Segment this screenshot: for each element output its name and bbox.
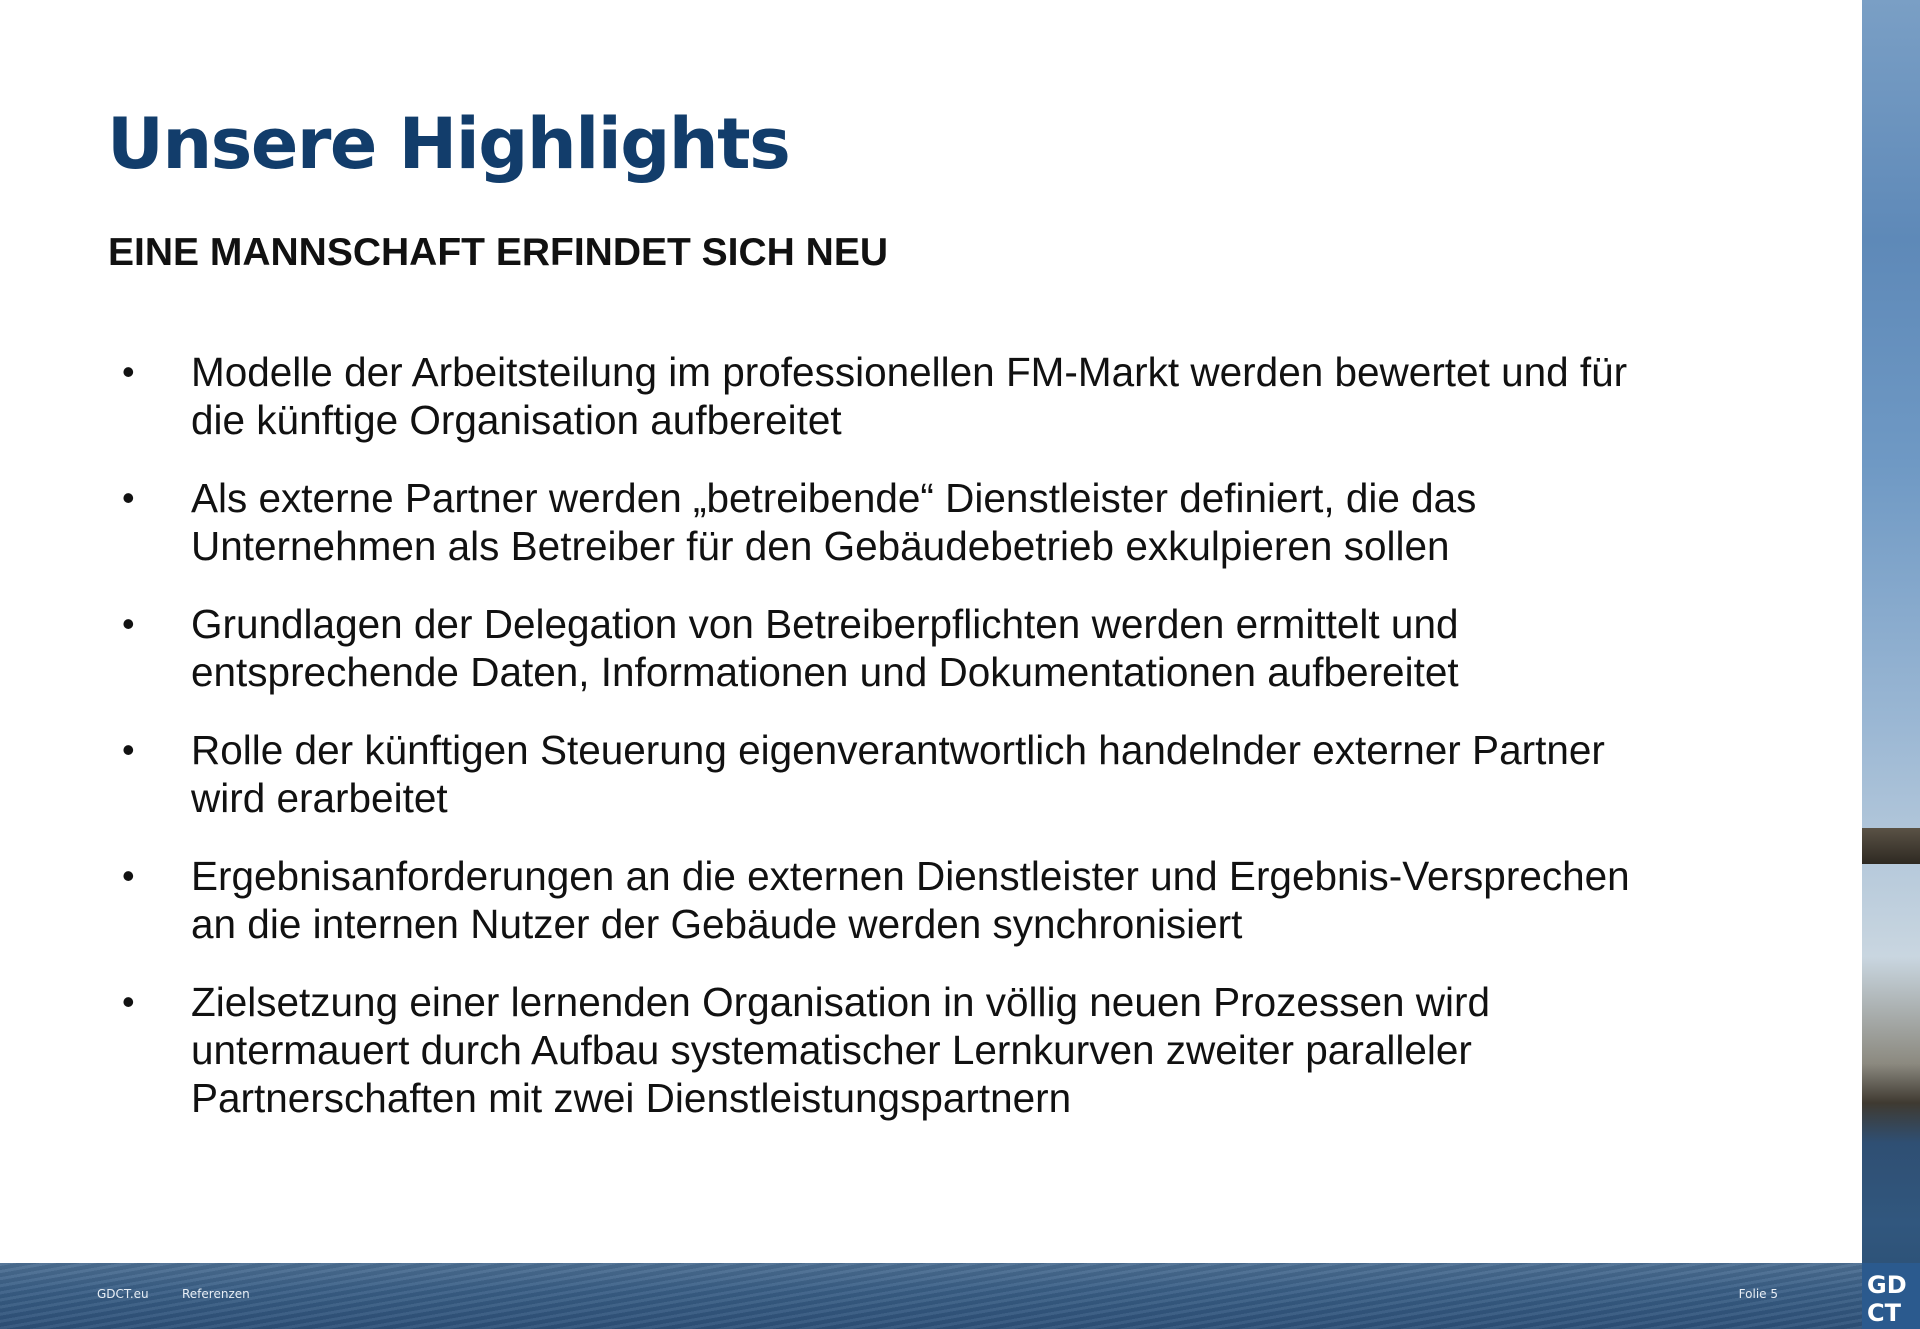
- bullet-line: Partnerschaften mit zwei Dienstleistungspartnern: [191, 1075, 1072, 1121]
- bullet-marker: •: [122, 351, 135, 392]
- gdct-logo: [1862, 1263, 1920, 1329]
- bullet-line: Zielsetzung einer lernenden Organisation in völlig neuen Prozessen wird: [191, 979, 1491, 1025]
- footer-bar: [0, 1263, 1862, 1329]
- footer-site-link[interactable]: GDCT.eu: [97, 1287, 149, 1301]
- bullet-item: [108, 978, 1808, 1122]
- bullet-line: Unternehmen als Betreiber für den Gebäudebetrieb exkulpieren sollen: [191, 523, 1450, 569]
- bullet-marker: •: [122, 477, 135, 518]
- bullet-item: [108, 600, 1808, 696]
- bullet-list: [108, 348, 1808, 1152]
- bullet-marker: •: [122, 855, 135, 896]
- bullet-line: Rolle der künftigen Steuerung eigenverantwortlich handelnder externer Partner: [191, 727, 1605, 773]
- bullet-line: Ergebnisanforderungen an die externen Dienstleister und Ergebnis-Versprechen: [191, 853, 1630, 899]
- bullet-item: [108, 726, 1808, 822]
- slide-number: Folie 5: [1738, 1287, 1778, 1301]
- bullet-marker: •: [122, 981, 135, 1022]
- bullet-line: entsprechende Daten, Informationen und Dokumentationen aufbereitet: [191, 649, 1459, 695]
- side-photo-strip: [1862, 0, 1920, 1329]
- bullet-line: untermauert durch Aufbau systematischer Lernkurven zweiter paralleler: [191, 1027, 1472, 1073]
- gdct-logo-icon: [1862, 1263, 1920, 1329]
- shoreline: [1862, 828, 1920, 864]
- footer-section-label: Referenzen: [182, 1287, 250, 1301]
- bullet-line: Grundlagen der Delegation von Betreiberpflichten werden ermittelt und: [191, 601, 1459, 647]
- bullet-line: Modelle der Arbeitsteilung im professionellen FM-Markt werden bewertet und für: [191, 349, 1628, 395]
- slide-title: Unsere Highlights: [107, 103, 790, 185]
- bullet-marker: •: [122, 729, 135, 770]
- logo-text-bottom: CT: [1867, 1299, 1901, 1327]
- bullet-item: [108, 348, 1808, 444]
- bullet-marker: •: [122, 603, 135, 644]
- slide-subtitle: EINE MANNSCHAFT ERFINDET SICH NEU: [108, 231, 889, 274]
- bullet-item: [108, 852, 1808, 948]
- logo-text-top: GD: [1867, 1271, 1907, 1299]
- bullet-line: Als externe Partner werden „betreibende“ Dienstleister definiert, die das: [191, 475, 1477, 521]
- bullet-line: an die internen Nutzer der Gebäude werden synchronisiert: [191, 901, 1243, 947]
- bullet-item: [108, 474, 1808, 570]
- bullet-line: die künftige Organisation aufbereitet: [191, 397, 842, 443]
- bullet-line: wird erarbeitet: [191, 775, 448, 821]
